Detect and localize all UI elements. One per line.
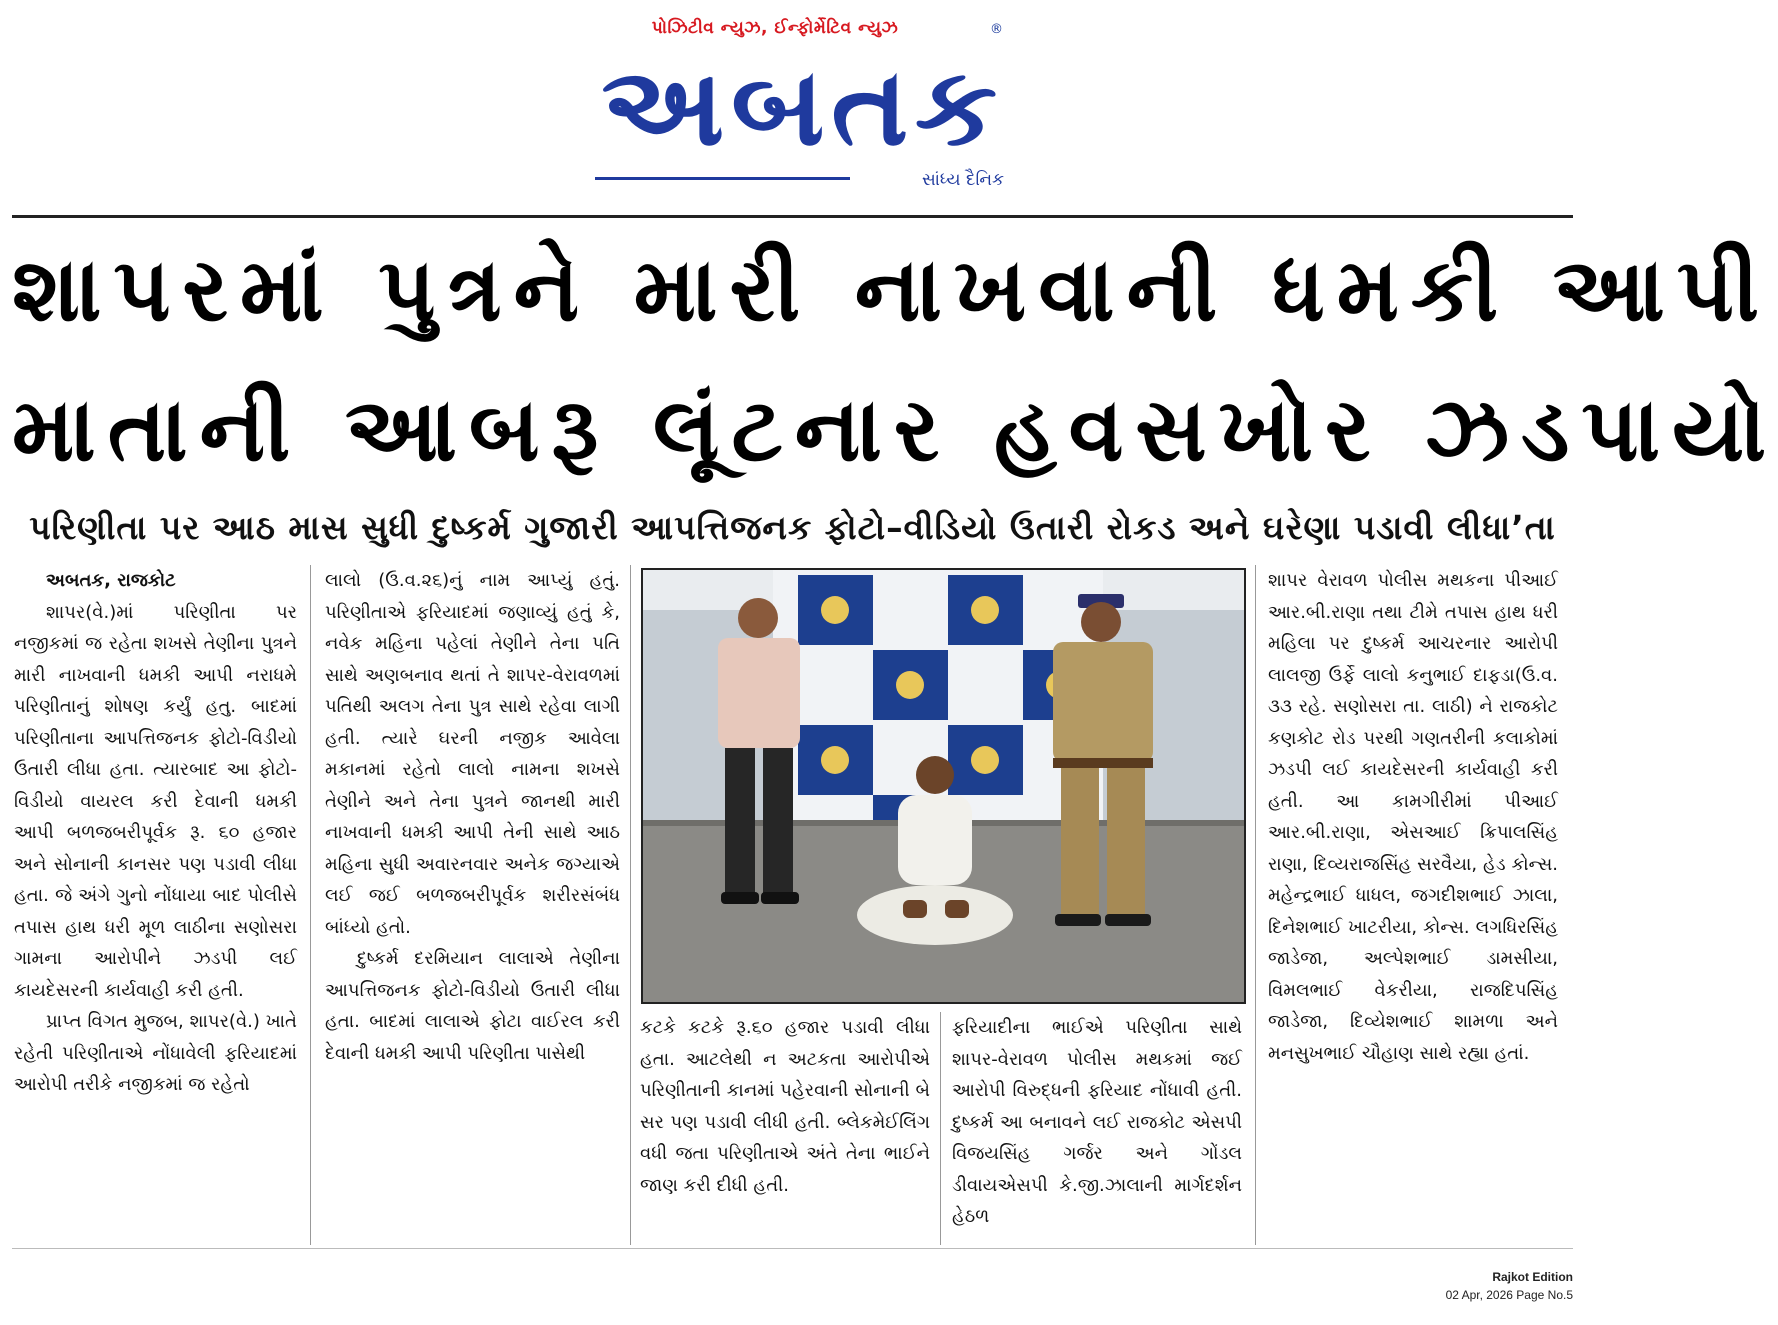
subheadline: પરિણીતા પર આઠ માસ સુધી દુષ્કર્મ ગુજારી આપત્તિજનક ફોટો–વીડિયો ઉતારી રોકડ અને ઘરેણા પડાવી લીધા’તા [29,508,1556,547]
bottom-divider [12,1248,1573,1249]
paragraph: શાપર(વે.)માં પરિણીતા પર નજીકમાં જ રહેતા શખસે તેણીના પુત્રને મારી નાખવાની ધમકી આપી નરાધમે પરિણીતાનું શોષણ કર્યું હતુ. બાદમાં પરિણીતાના આપત્તિજનક ફોટો-વિડીયો ઉતારી લીધા હતા. ત્યારબાદ આ ફોટો-વિડીયો વાયરલ કરી દેવાની ધમકી આપી બળજબરીપૂર્વક રૂ. ૬૦ હજાર અને સોનાની કાનસર પણ પડાવી લીધા હતા. જે અંગે ગુનો નોંધાયા બાદ પોલીસે તપાસ હાથ ધરી મૂળ લાઠીના સણોસરા ગામના આરોપીને ઝડપી લઈ કાયદેસરની કાર્યવાહી કરી હતી. [14,601,297,1001]
article-column-1 [14,565,297,1101]
article-column-4 [952,1012,1242,1233]
newspaper-logo: અબતક [601,45,1004,170]
paragraph: શાપર વેરાવળ પોલીસ મથકના પીઆઈ આર.બી.રાણા તથા ટીમે તપાસ હાથ ધરી મહિલા પર દુષ્કર્મ આચરનાર આરોપી લાલજી ઉર્ફે લાલો કનુભાઈ દાફડા(ઉ.વ. ૩૩ રહે. સણોસરા તા. લાઠી) ને રાજકોટ કણકોટ રોડ પરથી ગણતરીની કલાકોમાં ઝડપી લઈ કાયદેસરની કાર્યવાહી કરી હતી. આ કામગીરીમાં પીઆઈ આર.બી.રાણા, એસઆઈ ક્રિપાલસિંહ રાણા, દિવ્યરાજસિંહ સરવૈયા, હેડ કોન્સ. મહેન્દ્રભાઈ ધાધલ, જગદીશભાઈ ઝાલા, દિનેશભાઈ ખાટરીયા, કોન્સ. લગધિરસિંહ જાડેજા, અલ્પેશભાઈ ડામસીયા, વિમલભાઈ વેકરીયા, રાજદિપસિંહ જાડેજા, દિવ્યેશભાઈ શામળા અને મનસુખભાઈ ચૌહાણ સાથે રહ્યા હતાં. [1268,570,1558,1064]
paragraph: લાલો (ઉ.વ.૨૬)નું નામ આપ્યું હતું. પરિણીતાએ ફરિયાદમાં જણાવ્યું હતું કે, નવેક મહિના પહેલાં તેણીને તેના પતિ સાથે અણબનાવ થતાં તે શાપર-વેરાવળમાં પતિથી અલગ તેના પુત્ર સાથે રહેવા લાગી હતી. ત્યારે ઘરની નજીક આવેલા મકાનમાં રહેતો લાલો નામના શખસે તેણીને અને તેના પુત્રને જાનથી મારી નાખવાની ધમકી આપી તેની સાથે આઠ મહિના સુધી અવારનવાર અનેક જગ્યાએ લઈ જઈ બળજબરીપૂર્વક શરીરસંબંધ બાંધ્યો હતો. [325,570,620,938]
headline-line-1: શાપરમાં પુત્રને મારી નાખવાની ધમકી આપી [12,238,1772,341]
sub-brand: સાંધ્ય દૈનિક [850,170,1004,190]
column-divider [310,565,311,1245]
registered-mark: ® [990,22,1003,37]
edition-footer [1446,1268,1573,1304]
edition-date-page: 02 Apr, 2026 Page No.5 [1445,1288,1573,1302]
paragraph: દુષ્કર્મ દરમિયાન લાલાએ તેણીના આપત્તિજનક ફોટો-વિડીયો ઉતારી લીધા હતા. બાદમાં લાલાએ ફોટા વાઈરલ કરી દેવાની ધમકી આપી પરિણીતા પાસેથી [325,948,620,1064]
paragraph: ફરિયાદીના ભાઈએ પરિણીતા સાથે શાપર-વેરાવળ પોલીસ મથકમાં જઈ આરોપી વિરુદ્ધની ફરિયાદ નોંધાવી હતી. દુષ્કર્મ આ બનાવને લઈ રાજકોટ એસપી વિજયસિંહ ગર્જર અને ગોંડલ ડીવાયએસપી કે.જી.ઝાલાની માર્ગદર્શન હેઠળ [952,1017,1242,1227]
article-column-2 [325,565,620,1069]
column-divider [630,565,631,1245]
column-divider [940,1012,941,1245]
article-column-5 [1268,565,1558,1069]
paragraph: કટકે કટકે રૂ.૬૦ હજાર પડાવી લીધા હતા. આટલેથી ન અટકતા આરોપીએ પરિણીતાની કાનમાં પહેરવાની સોનાની બે સર પણ પડાવી લીધી હતી. બ્લેકમેઈલિંગ વધી જતા પરિણીતાએ અંતે તેના ભાઈને જાણ કરી દીધી હતી. [640,1017,930,1196]
news-photo [641,568,1246,1004]
headline-line-2: માતાની આબરૂ લૂંટનાર હવસખોર ઝડપાયો [12,378,1778,481]
paragraph: પ્રાપ્ત વિગત મુજબ, શાપર(વે.) ખાતે રહેતી પરિણીતાએ નોંધાવેલી ફરિયાદમાં આરોપી તરીકે નજીકમાં જ રહેતો [14,1011,297,1095]
police-station-photo [643,570,1244,1002]
tagline: પોઝિટીવ ન્યુઝ, ઈન્ફોર્મેટિવ ન્યુઝ [651,18,899,38]
dateline: અબતક, રાજકોટ [46,570,176,591]
masthead-divider [12,215,1573,218]
column-divider [1255,565,1256,1245]
article-column-3 [640,1012,930,1201]
edition-name: Rajkot Edition [1492,1270,1573,1284]
masthead [0,0,1585,215]
